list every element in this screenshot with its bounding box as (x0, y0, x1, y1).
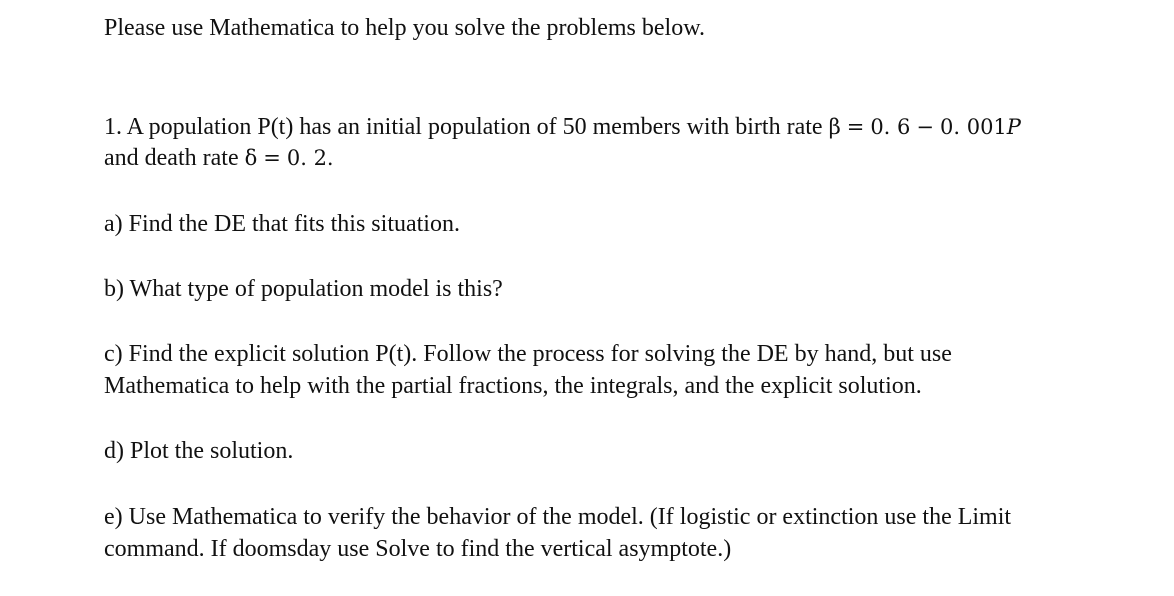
equals-sign: = (846, 115, 865, 139)
instructions-text: Please use Mathematica to help you solve the problems below. (104, 15, 705, 41)
problem-1-statement-line-2 (104, 144, 334, 172)
part-c-text-line-1: c) Find the explicit solution P(t). Follow the process for solving the DE by hand, but use (104, 341, 952, 367)
problem-1-text: 1. A population P(t) has an initial population of 50 members with birth rate (104, 114, 823, 140)
part-e-text-line-1: e) Use Mathematica to verify the behavior of the model. (If logistic or extinction use the Limit (104, 504, 1012, 530)
part-e-text-line-2: command. If doomsday use Solve to find the vertical asymptote.) (104, 536, 732, 562)
part-c-text-line-2: Mathematica to help with the partial fractions, the integrals, and the explicit solution. (104, 373, 922, 399)
death-rate-text: and death rate (104, 145, 239, 171)
beta-symbol: β (828, 115, 841, 139)
birth-rate-formula (829, 115, 1021, 139)
death-rate-formula (245, 146, 334, 170)
problem-1-statement-line-1 (104, 113, 1021, 141)
death-rate-value: 0. 2. (286, 146, 334, 170)
equals-sign: = (263, 146, 281, 170)
minus-sign: − (916, 115, 934, 139)
birth-rate-variable: P (1006, 115, 1021, 139)
birth-rate-constant: 0. 6 (870, 115, 911, 139)
birth-rate-coefficient: 0. 001 (940, 115, 1007, 139)
part-b-text: b) What type of population model is this? (104, 276, 503, 302)
part-a-text: a) Find the DE that fits this situation. (104, 211, 460, 237)
part-d-text: d) Plot the solution. (104, 438, 294, 464)
delta-symbol: δ (244, 146, 258, 170)
